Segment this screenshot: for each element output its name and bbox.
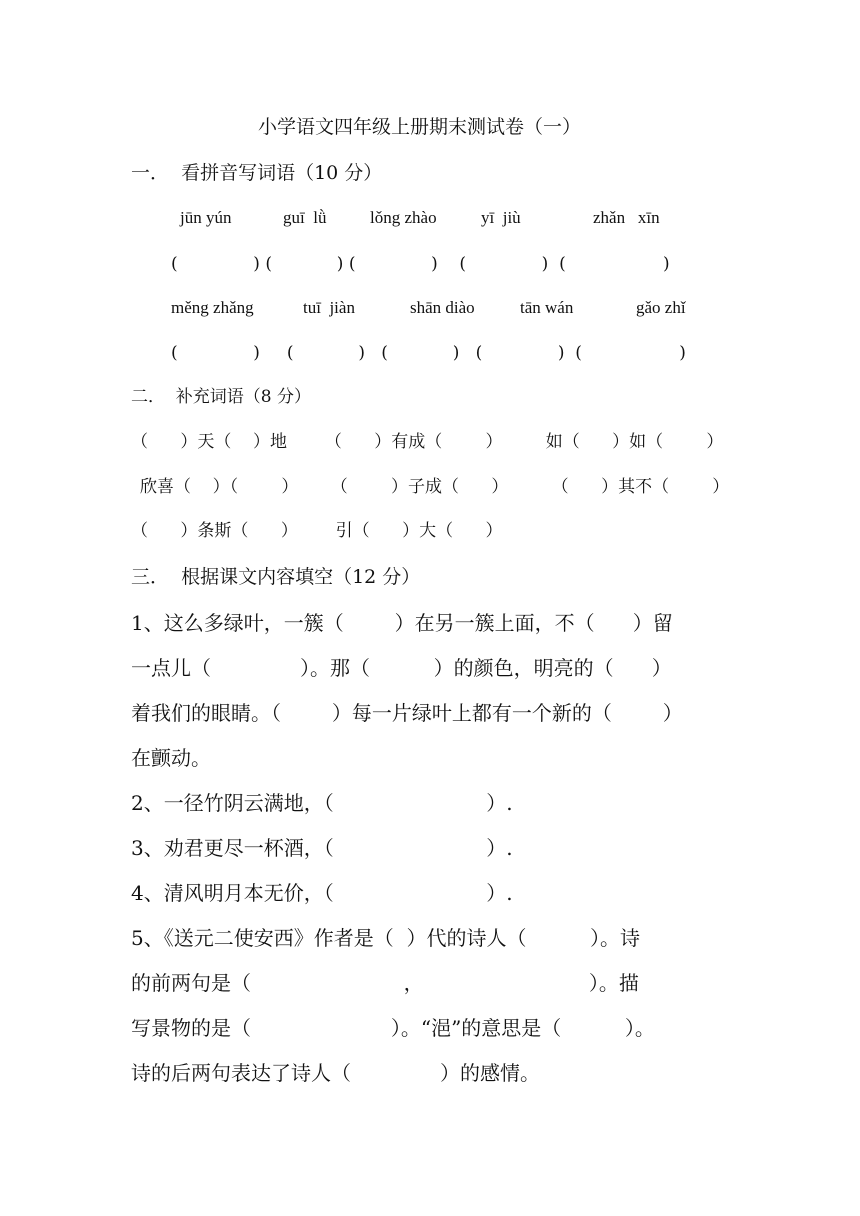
text-line: 诗的后两句表达了诗人（ ）的感情。 (131, 1061, 541, 1085)
text-line: 1、这么多绿叶，一簇（ ）在另一簇上面，不（ ）留 (131, 611, 673, 635)
text-line: 写景物的是（ ）。“浥”的意思是（ ）。 (131, 1016, 655, 1040)
pinyin-item: gǎo zhǐ (636, 298, 686, 317)
pinyin-item: jūn yún (180, 208, 232, 227)
section-2-heading: 二． 补充词语（8 分） (131, 387, 312, 407)
answer-brackets-row-1: ( ) ( ) ( ) ( ) ( ) (171, 254, 670, 274)
text-line: 4、清风明月本无价，（ ）. (131, 881, 513, 905)
pinyin-item: shān diào (410, 298, 475, 317)
text-line: 3、劝君更尽一杯酒，（ ）. (131, 836, 513, 860)
text-line: 2、一径竹阴云满地，（ ）. (131, 791, 513, 815)
page-title: 小学语文四年级上册期末测试卷（一） (258, 116, 582, 138)
pinyin-item: yī jiù (481, 208, 521, 227)
text-line: 着我们的眼睛。（ ）每一片绿叶上都有一个新的（ ） (131, 701, 683, 725)
text-line: 5、《送元二使安西》作者是（ ）代的诗人（ ）。诗 (131, 926, 641, 950)
answer-brackets-row-2: ( ) ( ) ( ) ( ) ( ) (171, 343, 686, 363)
text-line: 一点儿（ ）。那（ ）的颜色，明亮的（ ） (131, 656, 672, 680)
pinyin-item: tān wán (520, 298, 574, 317)
word-fill-row-2: 欣喜（ ）（ ） （ ）子成（ ） （ ）其不（ ） (140, 477, 730, 497)
pinyin-item: lǒng zhào (370, 208, 437, 227)
pinyin-item: měng zhǎng (171, 298, 254, 317)
text-line: 在颤动。 (131, 746, 211, 770)
pinyin-item: tuī jiàn (303, 298, 355, 317)
section-1-heading: 一． 看拼音写词语（10 分） (131, 162, 383, 184)
text-line: 的前两句是（ ， ）。描 (131, 971, 639, 995)
pinyin-item: zhǎn xīn (593, 208, 660, 227)
pinyin-item: guī lǜ (283, 208, 327, 227)
word-fill-row-3: （ ）条斯（ ） 引（ ）大（ ） (131, 521, 503, 541)
section-3-heading: 三． 根据课文内容填空（12 分） (131, 566, 421, 588)
word-fill-row-1: （ ）天（ ）地 （ ）有成（ ） 如（ ）如（ ） (131, 432, 724, 452)
